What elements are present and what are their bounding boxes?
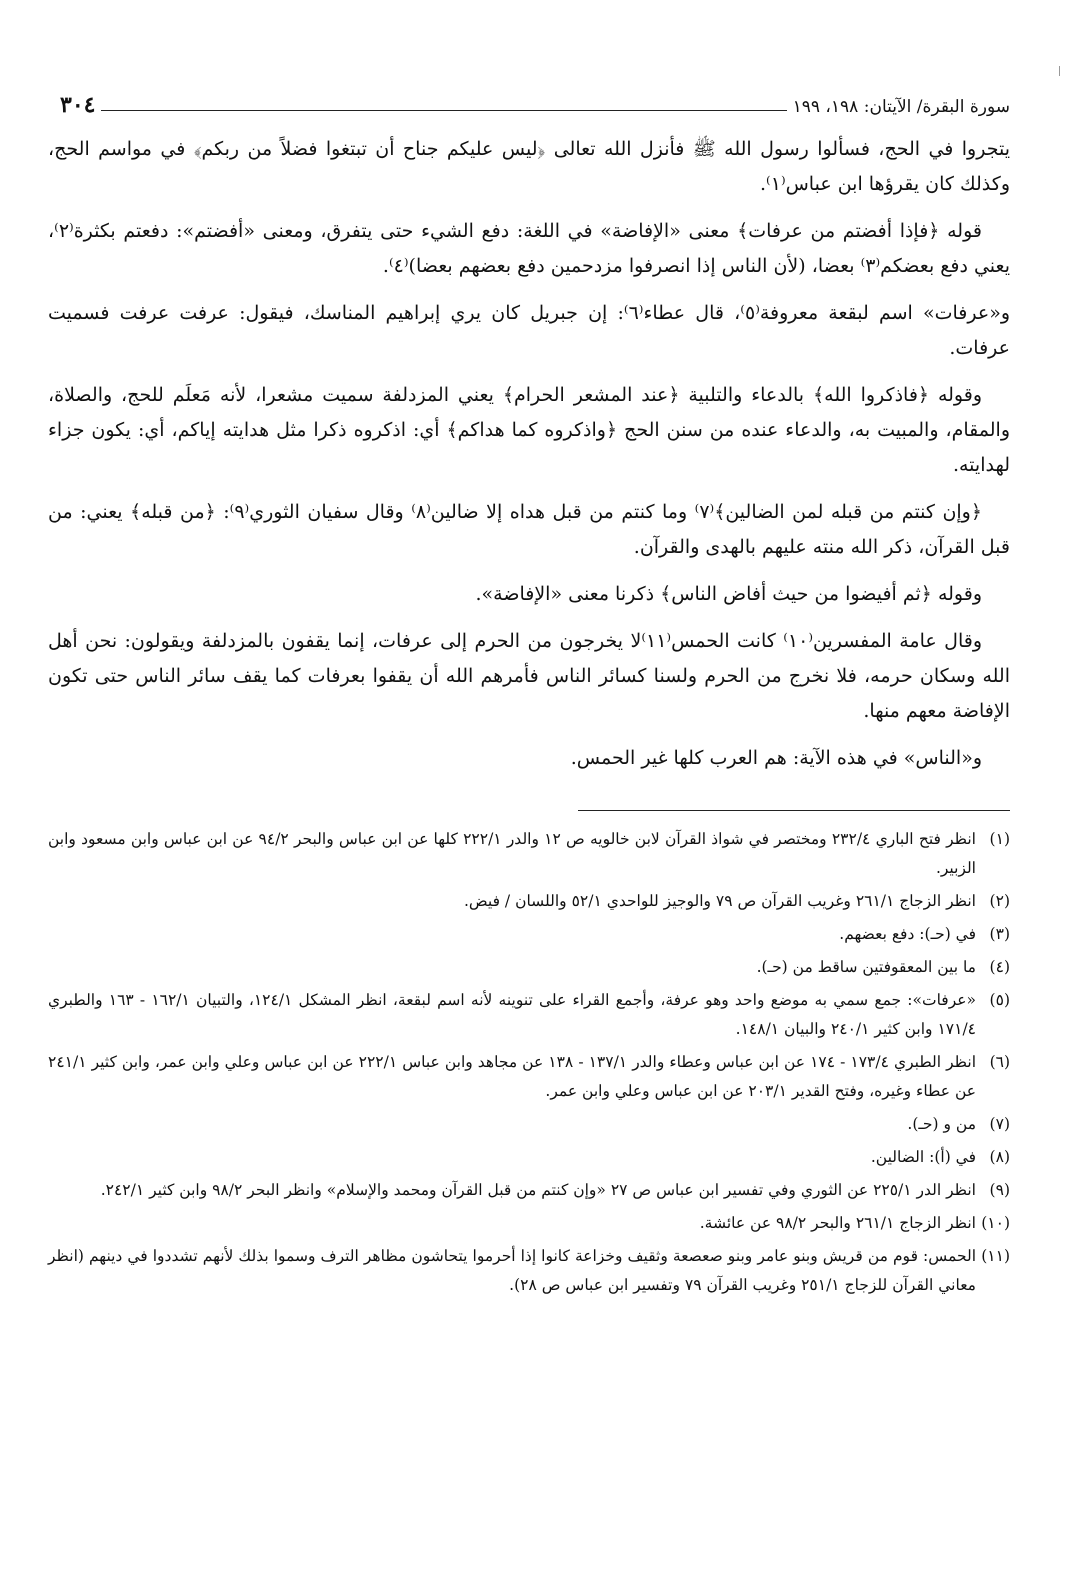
page-number: ٣٠٤ bbox=[60, 92, 96, 118]
footnote-text: انظر الدر ٢٢٥/١ عن الثوري وفي تفسير ابن عباس ص ٢٧ «وإن كنتم من قبل القرآن ومحمد والإسلام» وانظر البحر ٩٨/٢ وابن كثير ٢٤٢/١. bbox=[100, 1181, 976, 1199]
paragraph: و«الناس» في هذه الآية: هم العرب كلها غير الحمس. bbox=[570, 747, 982, 769]
footnote-number: (١) bbox=[989, 830, 1010, 848]
main-text bbox=[48, 132, 1010, 776]
header-rule bbox=[101, 110, 786, 111]
footnote-number: (٧) bbox=[989, 1115, 1010, 1133]
footnote-number: (١٠) bbox=[981, 1214, 1010, 1232]
footnote-number: (٥) bbox=[989, 991, 1010, 1009]
footnote-number: (١١) bbox=[981, 1247, 1010, 1265]
footnotes bbox=[48, 825, 1010, 1300]
footnote-text: الحمس: قوم من قريش وبنو عامر وبنو صعصعة وثقيف وخزاعة كانوا إذا أحرموا يتحاشون مظاهر الترف وسموا بذلك لأنهم تشددوا في دينهم (انظر معاني القرآن للزجاج ٢٥١/١ وغريب القرآن ٧٩ وتفسير ابن عباس ص ٢٨). bbox=[48, 1247, 976, 1294]
footnote bbox=[48, 1110, 1010, 1139]
footnote-number: (٨) bbox=[989, 1148, 1010, 1166]
footnote bbox=[48, 953, 1010, 982]
paragraph: ﴿وإن كنتم من قبله لمن الضالين﴾⁽٧⁾ وما كنتم من قبل هداه إلا ضالين⁽٨⁾ وقال سفيان الثوري⁽٩⁾: ﴿من قبله﴾ يعني: من قبل القرآن، ذكر الله منته عليهم بالهدى والقرآن. bbox=[48, 501, 1010, 558]
footnote-text: في (حـ): دفع بعضهم. bbox=[839, 925, 976, 943]
paragraph: وقوله ﴿ثم أفيضوا من حيث أفاض الناس﴾ ذكرنا معنى «الإفاضة». bbox=[475, 583, 982, 605]
footnote-text: ما بين المعقوفتين ساقط من (حـ). bbox=[756, 958, 976, 976]
footnote bbox=[48, 1048, 1010, 1106]
paragraph: وقال عامة المفسرين⁽١٠⁾ كانت الحمس⁽١١⁾لا يخرجون من الحرم إلى عرفات، إنما يقفون بالمزدلفة ويقولون: نحن أهل الله وسكان حرمه، فلا نخرج من الحرم ولسنا كسائر الناس فأمرهم الله أن يقفوا بعرفات كما يقف سائر الناس حتى تكون الإفاضة معهم منها. bbox=[48, 630, 1010, 722]
footnote bbox=[48, 986, 1010, 1044]
running-header bbox=[48, 84, 1010, 116]
footnote-text: انظر الزجاج ٢٦١/١ وغريب القرآن ص ٧٩ والوجيز للواحدي ٥٢/١ واللسان / فيض. bbox=[463, 892, 976, 910]
footnote bbox=[48, 1209, 1010, 1238]
footnote-number: (٣) bbox=[989, 925, 1010, 943]
footnote bbox=[48, 887, 1010, 916]
footnote-separator bbox=[578, 810, 1010, 811]
page-edge-mark bbox=[1059, 66, 1060, 76]
paragraph: يتجروا في الحج، فسألوا رسول الله ﷺ فأنزل الله تعالى ﴿ليس عليكم جناح أن تبتغوا فضلاً من ربكم﴾ في مواسم الحج، وكذلك كان يقرؤها ابن عباس⁽١⁾. bbox=[48, 138, 1010, 195]
footnote bbox=[48, 1242, 1010, 1300]
paragraph: وقوله ﴿فاذكروا الله﴾ بالدعاء والتلبية ﴿عند المشعر الحرام﴾ يعني المزدلفة سميت مشعرا، لأنه مَعلَم للحج، والصلاة، والمقام، والمبيت به، والدعاء عنده من سنن الحج ﴿واذكروه كما هداكم﴾ أي: اذكروه ذكرا مثل هدايته إياكم، أي: يكون جزاء لهدايته. bbox=[48, 384, 1010, 476]
paragraph: و«عرفات» اسم لبقعة معروفة⁽٥⁾، قال عطاء⁽٦⁾: إن جبريل كان يري إبراهيم المناسك، فيقول: عرفت عرفت فسميت عرفات. bbox=[48, 302, 1011, 359]
footnote-text: انظر فتح الباري ٢٣٢/٤ ومختصر في شواذ القرآن لابن خالويه ص ١٢ والدر ٢٢٢/١ كلها عن ابن عباس والبحر ٩٤/٢ عن ابن عباس وابن مسعود وابن الزبير. bbox=[48, 830, 976, 877]
footnote-text: انظر الزجاج ٢٦١/١ والبحر ٩٨/٢ عن عائشة. bbox=[699, 1214, 976, 1232]
paragraph: قوله ﴿فإذا أفضتم من عرفات﴾ معنى «الإفاضة» في اللغة: دفع الشيء حتى يتفرق، ومعنى «أفضتم»: دفعتم بكثرة⁽٢⁾، يعني دفع بعضكم⁽٣⁾ بعضا، (لأن الناس إذا انصرفوا مزدحمين دفع بعضهم بعضا)⁽٤⁾. bbox=[48, 220, 1010, 277]
footnote bbox=[48, 1176, 1010, 1205]
footnote bbox=[48, 825, 1010, 883]
footnote-text: في (أ): الضالين. bbox=[870, 1148, 976, 1166]
surah-title: سورة البقرة/ الآيتان: ١٩٨، ١٩٩ bbox=[792, 97, 1010, 117]
footnote-number: (٢) bbox=[989, 892, 1010, 910]
footnote-text: انظر الطبري ١٧٣/٤ - ١٧٤ عن ابن عباس وعطاء والدر ١٣٧/١ - ١٣٨ عن مجاهد وابن عباس ٢٢٢/١ عن ابن عباس وعلي وابن عمر، وابن كثير ٢٤١/١ عن عطاء وغيره، وفتح القدير ٢٠٣/١ عن ابن عباس وعلي وابن عمر. bbox=[48, 1053, 977, 1100]
footnote bbox=[48, 1143, 1010, 1172]
book-page bbox=[48, 84, 1010, 1304]
footnote-number: (٤) bbox=[989, 958, 1010, 976]
footnote-number: (٩) bbox=[989, 1181, 1010, 1199]
footnote-text: «عرفات»: جمع سمي به موضع واحد وهو عرفة، وأجمع القراء على تنوينه لأنه اسم لبقعة، انظر المشكل ١٢٤/١، والتبيان ١٦٢/١ - ١٦٣ والطبري ١٧١/٤ وابن كثير ٢٤٠/١ والبيان ١٤٨/١. bbox=[48, 991, 976, 1038]
footnote-number: (٦) bbox=[989, 1053, 1011, 1071]
footnote-text: من و (حـ). bbox=[907, 1115, 976, 1133]
footnote bbox=[48, 920, 1010, 949]
